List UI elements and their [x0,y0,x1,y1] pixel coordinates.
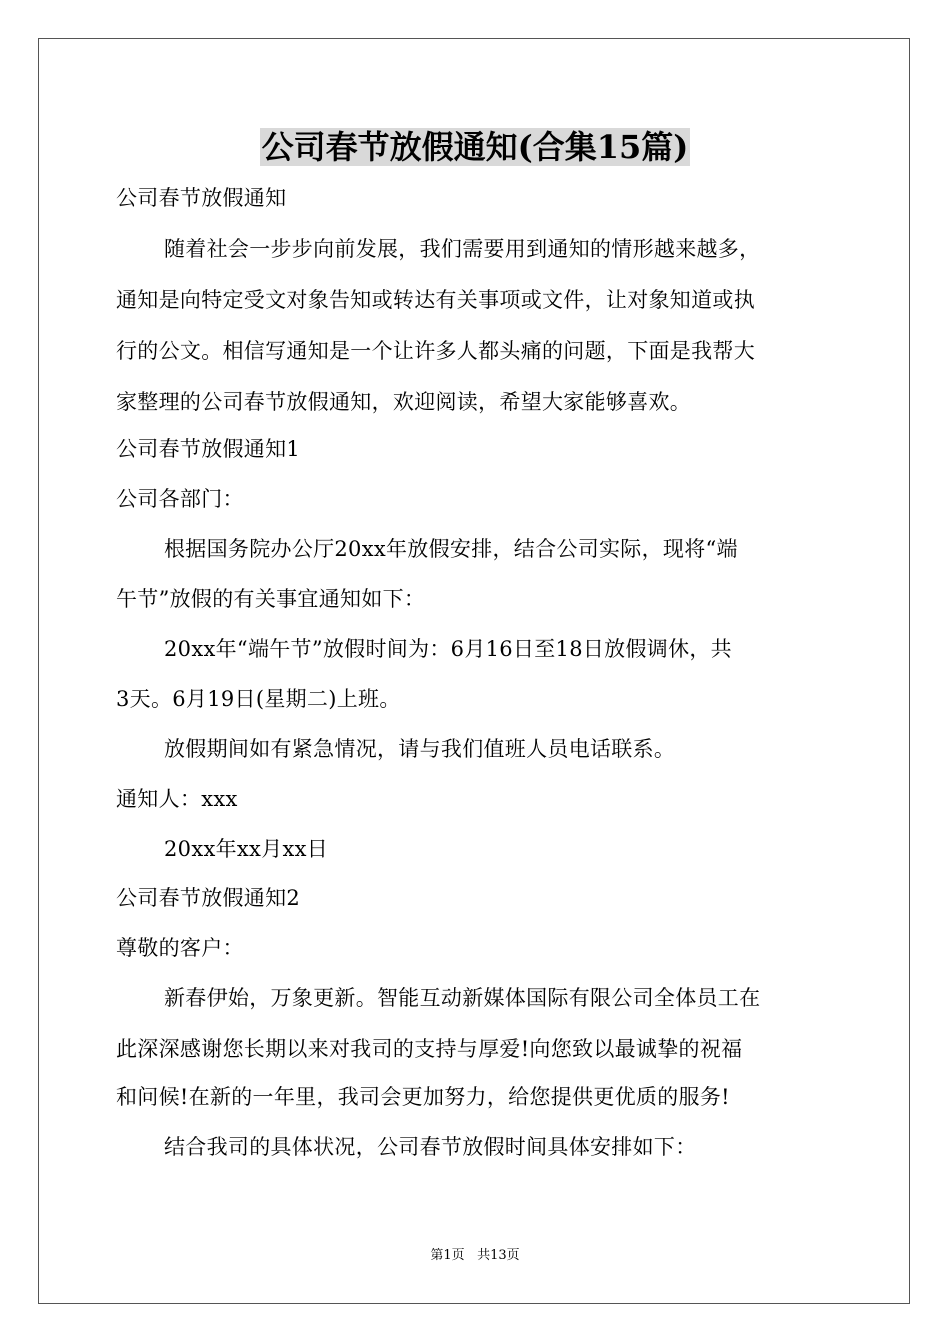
paragraph-line: 3天。6月19日(星期二)上班。 [116,687,401,711]
paragraph-line: 放假期间如有紧急情况，请与我们值班人员电话联系。 [164,737,676,761]
section-heading: 公司春节放假通知2 [116,886,301,910]
section-heading: 公司春节放假通知 [116,186,287,210]
page-total: 共13页 [477,1248,520,1263]
paragraph-line: 家整理的公司春节放假通知，欢迎阅读，希望大家能够喜欢。 [116,390,692,414]
paragraph-line: 通知是向特定受文对象告知或转达有关事项或文件，让对象知道或执 [116,288,755,312]
paragraph-line: 行的公文。相信写通知是一个让许多人都头痛的问题，下面是我帮大 [116,339,755,363]
paragraph-line: 午节”放假的有关事宜通知如下： [116,587,426,611]
paragraph-line: 此深深感谢您长期以来对我司的支持与厚爱!向您致以最诚挚的祝福 [116,1037,743,1061]
document-title-text: 公司春节放假通知(合集15篇) [261,128,689,166]
document-title [0,124,950,170]
section-heading: 公司春节放假通知1 [116,437,301,461]
page-number: 第1页 [430,1248,465,1263]
page-border [38,38,910,1304]
paragraph-line: 结合我司的具体状况，公司春节放假时间具体安排如下： [164,1135,697,1159]
paragraph-line: 根据国务院办公厅20xx年放假安排，结合公司实际，现将“端 [164,537,738,561]
paragraph-line: 新春伊始，万象更新。智能互动新媒体国际有限公司全体员工在 [164,986,761,1010]
date-line: 20xx年xx月xx日 [164,837,329,861]
paragraph-line: 和问候!在新的一年里，我司会更加努力，给您提供更优质的服务! [116,1085,730,1109]
salutation: 公司各部门： [116,487,244,511]
page-footer [0,1247,950,1265]
paragraph-line: 随着社会一步步向前发展，我们需要用到通知的情形越来越多， [164,237,761,261]
paragraph-line: 20xx年“端午节”放假时间为：6月16日至18日放假调休，共 [164,637,732,661]
salutation: 尊敬的客户： [116,936,244,960]
signatory: 通知人：xxx [116,787,238,811]
